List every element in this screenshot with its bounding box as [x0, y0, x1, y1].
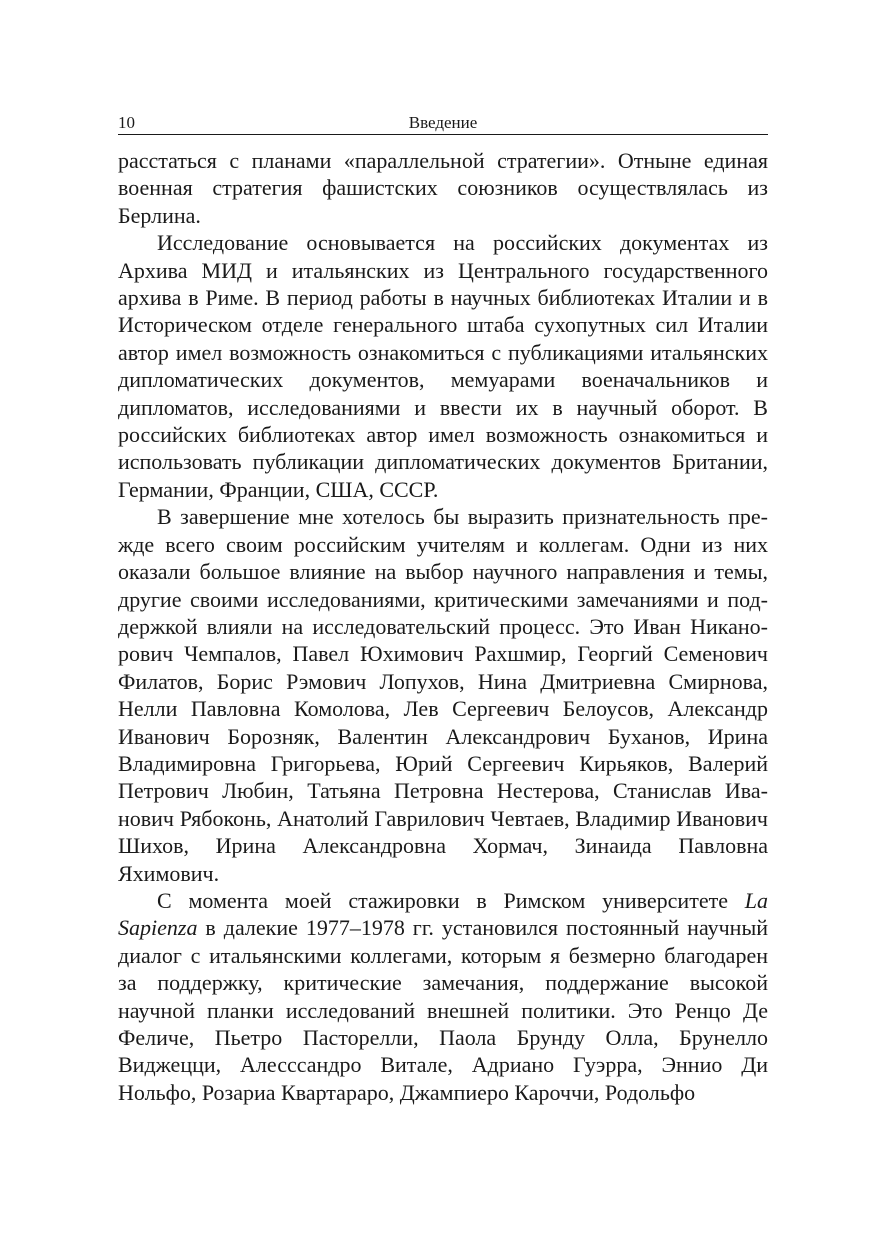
- book-page: [118, 112, 768, 1106]
- running-header: [118, 112, 768, 135]
- paragraph-text-start: С момента моей стажировки в Римском университете: [157, 887, 745, 913]
- university-name-italic: La Sapienza: [118, 887, 768, 941]
- page-number: 10: [118, 113, 135, 132]
- paragraph-acknowledgements-russian: В завершение мне хотелось бы выразить признательность прежде всего своим российским учителям и коллегам. Одни из них оказали большое влияние на выбор научного направления и темы, другие своими исследованиями, критическими замечаниями и поддержкой влияли на исследовательский процесс. Это Иван Никанорович Чемпалов, Павел Юхимович Рахшмир, Георгий Семенович Филатов, Борис Рэмович Лопухов, Нина Дмитриевна Смирнова, Нелли Павловна Комолова, Лев Сергеевич Белоусов, Александр Иванович Борозняк, Валентин Александрович Буханов, Ирина Владимировна Григорьева, Юрий Сергеевич Кирьяков, Валерий Петрович Любин, Татьяна Петровна Нестерова, Станислав Иванович Рябоконь, Анатолий Гаврилович Чевтаев, Владимир Иванович Шихов, Ирина Александровна Хормач, Зинаида Павловна Яхимович.: [118, 504, 768, 886]
- paragraph-continuation: расстаться с планами «параллельной стратегии». Отныне единая военная стратегия фашистских союзников осуществлялась из Берлина.: [118, 148, 768, 228]
- paragraph-acknowledgements-italian: [118, 887, 768, 1106]
- body-text: [118, 147, 768, 1106]
- section-title: Введение: [408, 113, 478, 132]
- paragraph-sources: Исследование основывается на российских документах из Архива МИД и итальянских из Центрального государственного архива в Риме. В период работы в научных библиотеках Италии и в Историческом отделе генерального штаба сухопутных сил Италии автор имел возможность ознакомиться с публикациями итальянских дипломатических документов, мемуарами военачальников и дипломатов, исследованиями и ввести их в научный оборот. В российских библиотеках автор имел возможность ознакомиться и использовать публикации дипломатических документов Британии, Германии, Франции, США, СССР.: [118, 230, 768, 502]
- paragraph-text-end: в далекие 1977–1978 гг. установился постоянный научный диалог с итальянскими коллегами, которым я безмерно благодарен за поддержку, критические замечания, поддержание высокой научной планки исследований внешней политики. Это Ренцо Де Феличе, Пьетро Пасторелли, Паола Брунду Олла, Брунелло Виджецци, Алесссандро Витале, Адриано Гуэрра, Эннио Ди Нольфо, Розариа Квартараро, Джампиеро Кароччи, Родольфо: [118, 915, 768, 1105]
